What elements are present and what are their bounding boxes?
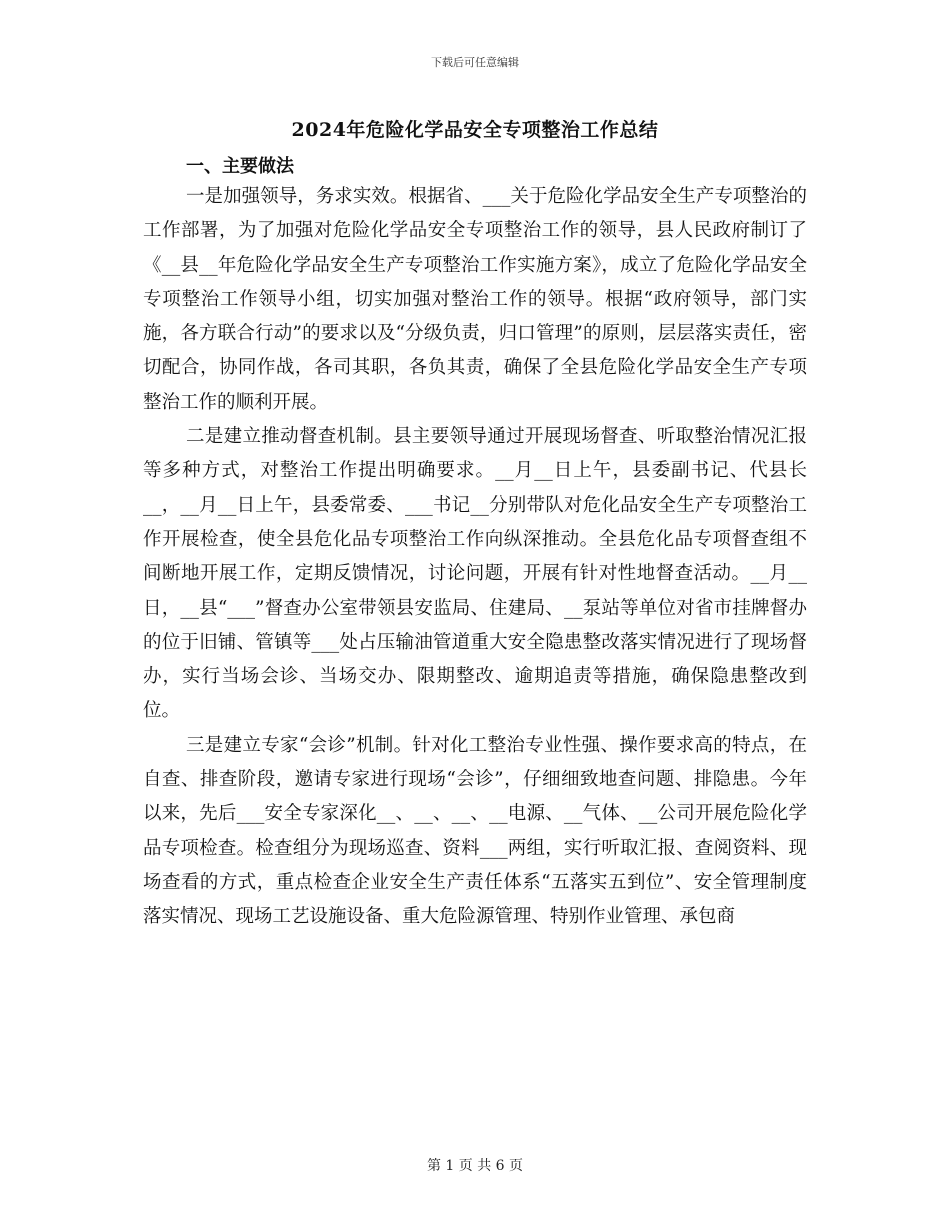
- paragraph-1: 一是加强领导，务求实效。根据省、___关于危险化学品安全生产专项整治的工作部署，为了加强对危险化学品安全专项整治工作的领导，县人民政府制订了《__县__年危险化学品安全生产专项整治工作实施方案》，成立了危险化学品安全专项整治工作领导小组，切实加强对整治工作的领导。根据“政府领导，部门实施，各方联合行动”的要求以及“分级负责，归口管理”的原则，层层落实责任，密切配合，协同作战，各司其职，各负其责，确保了全县危险化学品安全生产专项整治工作的顺利开展。: [143, 186, 807, 413]
- page-header-note: 下载后可任意编辑: [431, 56, 519, 69]
- document-title: 2024年危险化学品安全专项整治工作总结: [291, 119, 659, 141]
- page-number: 第 1 页 共 6 页: [426, 1158, 524, 1174]
- document-body: [143, 180, 807, 935]
- section-heading: 一、主要做法: [186, 156, 294, 177]
- paragraph-3: 三是建立专家“会诊”机制。针对化工整治专业性强、操作要求高的特点，在自查、排查阶段，邀请专家进行现场“会诊”，仔细细致地查问题、排隐患。今年以来，先后___安全专家深化__、__、__、__电源、__气体、__公司开展危险化学品专项检查。检查组分为现场巡查、资料___两组，实行听取汇报、查阅资料、现场查看的方式，重点检查企业安全生产责任体系“五落实五到位”、安全管理制度落实情况、现场工艺设施设备、重大危险源管理、特别作业管理、承包商: [143, 734, 807, 928]
- paragraph-2: 二是建立推动督查机制。县主要领导通过开展现场督查、听取整治情况汇报等多种方式，对整治工作提出明确要求。__月__日上午，县委副书记、代县长__，__月__日上午，县委常委、___书记__分别带队对危化品安全生产专项整治工作开展检查，使全县危化品专项整治工作向纵深推动。全县危化品专项督查组不间断地开展工作，定期反馈情况，讨论问题，开展有针对性地督查活动。__月__日，__县“___”督查办公室带领县安监局、住建局、__泵站等单位对省市挂牌督办的位于旧铺、管镇等___处占压输油管道重大安全隐患整改落实情况进行了现场督办，实行当场会诊、当场交办、限期整改、逾期追责等措施，确保隐患整改到位。: [143, 426, 807, 722]
